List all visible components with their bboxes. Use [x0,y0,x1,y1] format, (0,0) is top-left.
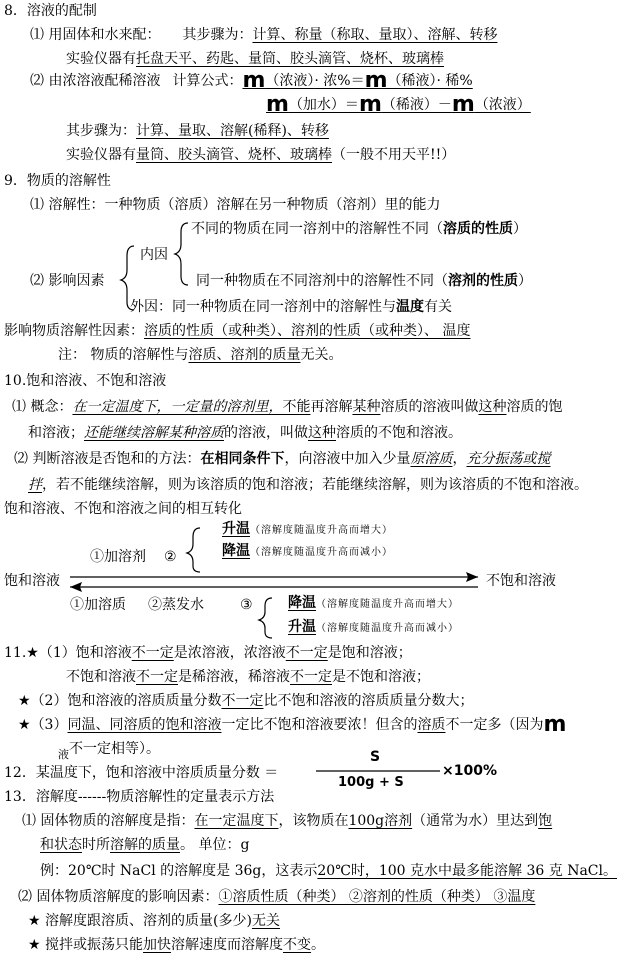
s13-definition-line-2: 和状态时所溶解的质量。 单位：g [40,837,250,853]
s12-denominator: 100g + S [338,775,404,790]
s8-l1-steps-value: 计算、称量（称取、量取）、溶解、转移 [252,27,498,43]
star-icon: ★ [18,717,31,733]
s8-l1-label: ⑴ 用固体和水来配： [30,27,161,43]
s13-example: 例：20℃时 NaCl 的溶解度是 36g，这表示20℃时，100 克水中最多能溶解 36 克 NaCl。 [40,863,617,879]
section-9-heading: 9．物质的溶解性 [4,173,111,189]
conv-add-solvent: ①加溶剂 [90,549,146,565]
s13-mass-note: ★ 溶解度跟溶质、溶剂的质量(多少)无关 [28,913,280,929]
s8-l3-formula-label: 计算公式： [172,73,243,89]
section-13-heading: 13．溶解度------物质溶解性的定量表示方法 [4,789,275,805]
s9-solvent-nature: 溶剂的性质 [448,273,518,289]
s9-solute-nature: 溶质的性质 [443,221,513,237]
conv-lower-brace [259,598,272,638]
conv-lower-heat: 升温（溶解度随温度升高而减小） [288,619,459,635]
conv-add-solute: ①加溶质 [70,597,126,613]
conv-option-2: ② [164,549,177,565]
s9-internal-cause-label: 内因 [140,247,168,263]
s9-note-value: 溶质、溶剂的质量 [188,347,301,363]
conv-saturated: 饱和溶液 [4,573,60,589]
s12-multiplier: ×100% [442,763,497,779]
s9-inner-factor-2: 同一种物质在不同溶剂中的溶解性不同（溶剂的性质） [196,273,532,289]
s8-formula-2: m（加水）＝m（稀液）－m（浓液） [266,92,531,117]
conv-evaporate: ②蒸发水 [148,597,204,613]
s8-l6-comment: （一般不用天平!!） [332,147,456,163]
s12-formula-label: 12．某温度下，饱和溶液中溶质质量分数 ＝ [4,765,279,781]
s11-line-2: 不饱和溶液不一定是稀溶液，稀溶液不一定是不饱和溶液； [66,669,430,685]
s9-factors-label: ⑵ 影响因素 [30,273,105,289]
conv-option-3: ③ [240,597,253,613]
conv-upper-cool: 降温（溶解度随温度升高而减小） [222,543,393,559]
s9-note: 注： 物质的溶解性与溶质、溶剂的质量无关。 [58,347,343,363]
section-8-heading: 8．溶液的配制 [4,3,97,19]
s11-line-3: ★（2）饱和溶液的溶质质量分数不一定比不饱和溶液的溶质质量分数大； [18,693,474,709]
s9-temperature: 温度 [396,299,424,315]
s9-factors-value: 溶质的性质（或种类）、溶剂的性质（或种类）、 温度 [144,323,471,339]
s8-l2-label: 实验仪器有 [66,51,136,67]
s10-judge-line-2: 拌，若不能继续溶解，则为该溶质的饱和溶液；若能继续溶解，则为该溶质的不饱和溶液。 [28,477,588,493]
s11-line-1: 11.★（1）饱和溶液不一定是浓溶液，浓溶液不一定是饱和溶液； [4,645,412,661]
star-icon: ★ [18,693,31,709]
star-icon: ★ [28,937,41,953]
s8-l3-label: ⑵ 由浓溶液配稀溶液 [30,73,161,89]
s10-concept-line-1: ⑴ 概念：在一定温度下，一定量的溶剂里，不能再溶解某种溶质的溶液叫做这种溶质的饱 [12,399,563,415]
s8-l5-value: 计算、量取、溶解(稀释)、转移 [136,123,329,139]
s8-l6-label: 实验仪器有 [66,147,136,163]
star-icon: ★ [28,913,41,929]
s10-conversion-heading: 饱和溶液、不饱和溶液之间的相互转化 [4,501,242,517]
conv-upper-heat: 升温（溶解度随温度升高而增大） [222,521,393,537]
s10-concept-line-2: 和溶液；还能继续溶解某种溶质的溶液，叫做这种溶质的不饱和溶液。 [28,425,462,441]
s9-solubility-definition: ⑴ 溶解性：一种物质（溶质）溶解在另一种物质（溶剂）里的能力 [30,197,441,213]
s11-line-5: $_液$不一定相等）。 [58,741,160,761]
s8-l5-label: 其步骤为： [66,123,136,139]
s8-formula-1: m（浓液）· 浓%＝m（稀液）· 稀% [242,68,473,93]
s13-stirring-note: ★ 搅拌或振荡只能加快溶解速度而溶解度不变。 [28,937,326,953]
s12-numerator: S [370,749,381,765]
star-icon: ★ [26,645,39,661]
s11-line-4: ★（3）同温、同溶质的饱和溶液一定比不饱和溶液要浓！但含的溶质不一定多（因为m [18,712,567,737]
s8-l1-steps-label: 其步骤为： [182,27,253,43]
s9-factors-summary: 影响物质溶解性因素：溶质的性质（或种类）、溶剂的性质（或种类）、 温度 [4,323,471,339]
s8-l6-value: 量筒、胶头滴管、烧杯、玻璃棒 [136,147,332,163]
conv-unsaturated: 不饱和溶液 [486,573,556,589]
s13-factors: ⑵ 固体物质溶解度的影响因素：①溶质性质（种类） ②溶剂的性质（种类） ③温度 [18,889,536,905]
conv-upper-brace [187,528,200,572]
s13-definition-line-1: ⑴ 固体物质的溶解度是指：在一定温度下，该物质在100g溶剂（通常为水）里达到饱 [22,813,553,829]
s10-judge-line-1: ⑵ 判断溶液是否饱和的方法：在相同条件下，向溶液中加入少量原溶质，充分振荡或搅 [14,451,551,467]
s9-external-factor: 外因：同一种物质在同一溶剂中的溶解性与温度有关 [130,299,452,315]
s8-l2-value: 托盘天平、药匙、量筒、胶头滴管、烧杯、玻璃棒 [136,51,444,67]
s9-inner-factor-1: 不同的物质在同一溶剂中的溶解性不同（溶质的性质） [191,221,527,237]
s9-inner-brace [175,223,188,285]
section-10-heading: 10.饱和溶液、不饱和溶液 [4,373,167,389]
conv-lower-cool: 降温（溶解度随温度升高而增大） [288,595,459,611]
s9-outer-brace [121,246,134,310]
